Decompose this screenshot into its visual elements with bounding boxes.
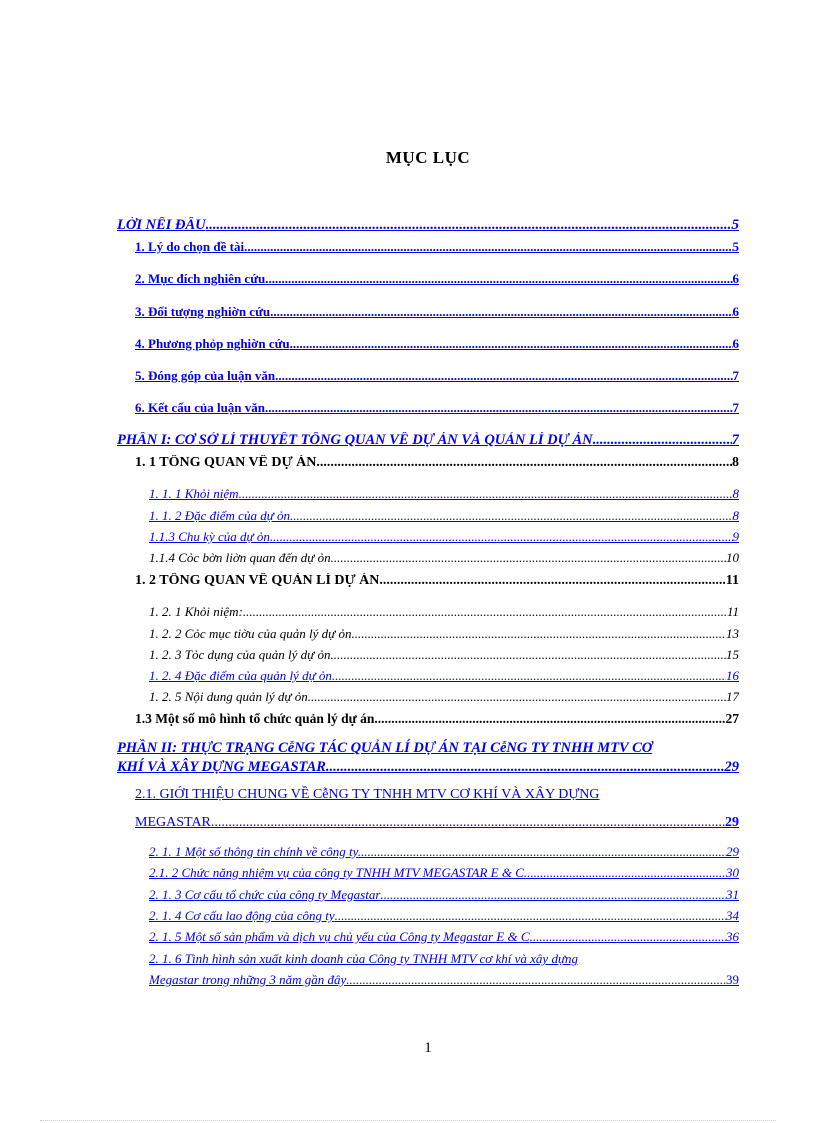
toc-entry-1-3[interactable]: 1.3 Một số mô hình tổ chức quản lý dự án. ..... 27: [135, 711, 739, 727]
toc-entry-2-1-2[interactable]: 2.1. 2 Chức năng nhiệm vụ của công ty TNHH MTV MEGASTAR E & C ..... 30: [149, 866, 739, 881]
toc-entry-loi-noi-dau[interactable]: LỜI NỂI ĐẦU ..... 5: [117, 217, 739, 234]
toc-entry-1-2-3[interactable]: 1. 2. 3 Tỏc dụng của quản lý dự ỏn ..... 15: [149, 648, 739, 663]
toc-entry-2-1-5[interactable]: 2. 1. 5 Một số sản phẩm và dịch vụ chủ yếu của Công ty Megastar E & C ..... 36: [149, 930, 739, 945]
toc-entry-1-2[interactable]: 1. 2 TỔNG QUAN VỀ QUẢN LÍ DỰ ÁN ..... 11: [135, 573, 739, 589]
toc-entry-phan-1[interactable]: PHẦN I: CƠ SỞ LÍ THUYẾT TỔNG QUAN VỀ DỰ ÁN VÀ QUẢN LÍ DỰ ÁN ..... 7: [117, 432, 739, 449]
toc-entry-1-2-5[interactable]: 1. 2. 5 Nội dung quản lý dự ỏn ..... 17: [149, 690, 739, 705]
toc-entry-2-1-6[interactable]: 2. 1. 6 Tình hình sản xuất kinh doanh của Công ty TNHH MTV cơ khí và xây dựng Megastar trong những 3 năm gần đây ..... 39: [149, 949, 739, 991]
toc-entry-dong-gop[interactable]: 5. Đóng góp của luận văn ..... 7: [135, 369, 739, 384]
toc-entry-phuong-phap[interactable]: 4. Phương phỏp nghiờn cứu ..... 6: [135, 337, 739, 352]
toc-entry-1-1-3[interactable]: 1.1.3 Chu kỳ của dự ỏn ..... 9: [149, 530, 739, 545]
toc-entry-muc-dich[interactable]: 2. Mục đích nghiên cứu ..... 6: [135, 272, 739, 287]
toc-entry-1-2-1[interactable]: 1. 2. 1 Khỏi niệm: ..... 11: [149, 605, 739, 620]
toc-entry-2-1[interactable]: 2.1. GIỚI THIỆU CHUNG VỀ CễNG TY TNHH MTV CƠ KHÍ VÀ XÂY DỰNG MEGASTAR ..... 29: [135, 779, 739, 838]
toc-entry-phan-2[interactable]: PHẦN II: THỰC TRẠNG CễNG TÁC QUẢN LÍ DỰ ÁN TẠI CễNG TY TNHH MTV CƠ KHÍ VÀ XÂY DỰNG MEGASTAR ..... 29: [117, 739, 739, 777]
toc-entry-1-2-2[interactable]: 1. 2. 2 Cỏc mục tiờu của quản lý dự ỏn ..... 13: [149, 627, 739, 642]
toc-entry-2-1-4[interactable]: 2. 1. 4 Cơ cấu lao động của công ty ..... 34: [149, 909, 739, 924]
toc-entry-1-2-4[interactable]: 1. 2. 4 Đặc điểm của quản lý dự ỏn ..... 16: [149, 669, 739, 684]
toc-entry-ket-cau[interactable]: 6. Kết cấu của luận văn ..... 7: [135, 401, 739, 416]
toc-entry-2-1-1[interactable]: 2. 1. 1 Một số thông tin chính về công ty. ..... 29: [149, 845, 739, 860]
toc-entry-2-1-3[interactable]: 2. 1. 3 Cơ cấu tổ chức của công ty Megastar ..... 31: [149, 888, 739, 903]
toc-entry-1-1-4[interactable]: 1.1.4 Cỏc bờn liờn quan đến dự ỏn ..... 10: [149, 551, 739, 566]
page-number: 1: [424, 1040, 432, 1056]
toc-entry-ly-do[interactable]: 1. Lý do chọn đề tài ..... 5: [135, 240, 739, 255]
toc-entry-doi-tuong[interactable]: 3. Đối tượng nghiờn cứu ..... 6: [135, 305, 739, 320]
page-divider: [40, 1120, 776, 1121]
toc-entry-1-1[interactable]: 1. 1 TỔNG QUAN VỀ DỰ ÁN ..... 8: [135, 455, 739, 471]
page-title: MỤC LỤC: [385, 148, 471, 167]
toc-entry-1-1-2[interactable]: 1. 1. 2 Đặc điểm của dự ỏn ..... 8: [149, 509, 739, 524]
toc-entry-1-1-1[interactable]: 1. 1. 1 Khỏi niệm ..... 8: [149, 487, 739, 502]
